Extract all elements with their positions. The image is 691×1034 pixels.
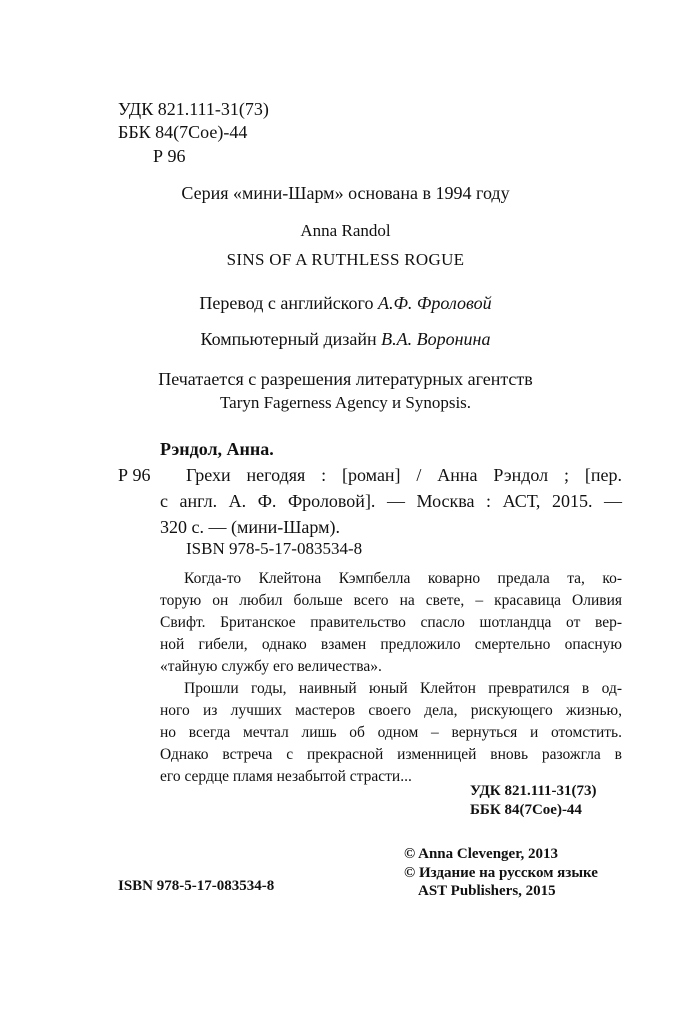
- bib-author-heading: Рэндол, Анна.: [160, 439, 274, 459]
- bib-description: [160, 462, 622, 540]
- annotation-line: ного из лучших мастеров своего дела, рискующего жизнью,: [160, 702, 622, 719]
- annotation-line: ной гибели, однако взамен предложило смертельно опасную: [160, 636, 622, 653]
- footer-udk: УДК 821.111-31(73): [470, 783, 597, 799]
- annotation-line: торую он любил больше всего на свете, – красавица Оливия: [160, 592, 622, 609]
- bib-mark: Р 96: [118, 465, 151, 485]
- designer-name: В.А. Воронина: [381, 329, 491, 349]
- bbk-code: ББК 84(7Сое)-44: [118, 122, 248, 142]
- copyright-line-2: © Издание на русском языке: [404, 865, 598, 881]
- annotation-line: Прошли годы, наивный юный Клейтон превратился в од-: [184, 680, 622, 697]
- bib-isbn: ISBN 978-5-17-083534-8: [186, 539, 363, 558]
- annotation: [160, 568, 622, 788]
- translation-prefix: Перевод с английского: [199, 293, 374, 313]
- original-title: SINS OF A RUTHLESS ROGUE: [226, 250, 465, 269]
- footer-bbk: ББК 84(7Сое)-44: [470, 802, 582, 818]
- permission-line-1: Печатается с разрешения литературных агентств: [158, 369, 533, 389]
- bib-line: Грехи негодяя : [роман] / Анна Рэндол ; [пер.: [186, 465, 622, 485]
- original-author: Anna Randol: [300, 221, 391, 240]
- annotation-line: его сердце пламя незабытой страсти...: [160, 768, 412, 785]
- design-credit: [0, 328, 691, 350]
- series-note: Серия «мини-Шарм» основана в 1994 году: [181, 183, 510, 203]
- footer-isbn: ISBN 978-5-17-083534-8: [118, 878, 275, 894]
- annotation-line: Однако встреча с прекрасной изменницей вновь разожгла в: [160, 746, 622, 763]
- translator-name: А.Ф. Фроловой: [377, 293, 492, 313]
- copyright-line-3: AST Publishers, 2015: [418, 883, 556, 899]
- translation-credit: [0, 292, 691, 314]
- design-prefix: Компьютерный дизайн: [200, 329, 377, 349]
- annotation-line: «тайную службу его величества».: [160, 658, 382, 675]
- annotation-line: но всегда мечтал лишь об одном – вернуться и отомстить.: [160, 724, 622, 741]
- annotation-line: Свифт. Британское правительство спасло шотландца от вер-: [160, 614, 622, 631]
- udk-code: УДК 821.111-31(73): [118, 99, 269, 119]
- copyright-line-1: © Anna Clevenger, 2013: [404, 846, 558, 862]
- annotation-line: Когда-то Клейтона Кэмпбелла коварно предала та, ко-: [184, 570, 622, 587]
- bib-line: с англ. А. Ф. Фроловой]. — Москва : АСТ, 2015. —: [160, 491, 622, 511]
- permission-line-2: Taryn Fagerness Agency и Synopsis.: [219, 393, 472, 412]
- bib-line: 320 с. — (мини-Шарм).: [160, 517, 341, 537]
- author-mark: Р 96: [153, 146, 186, 166]
